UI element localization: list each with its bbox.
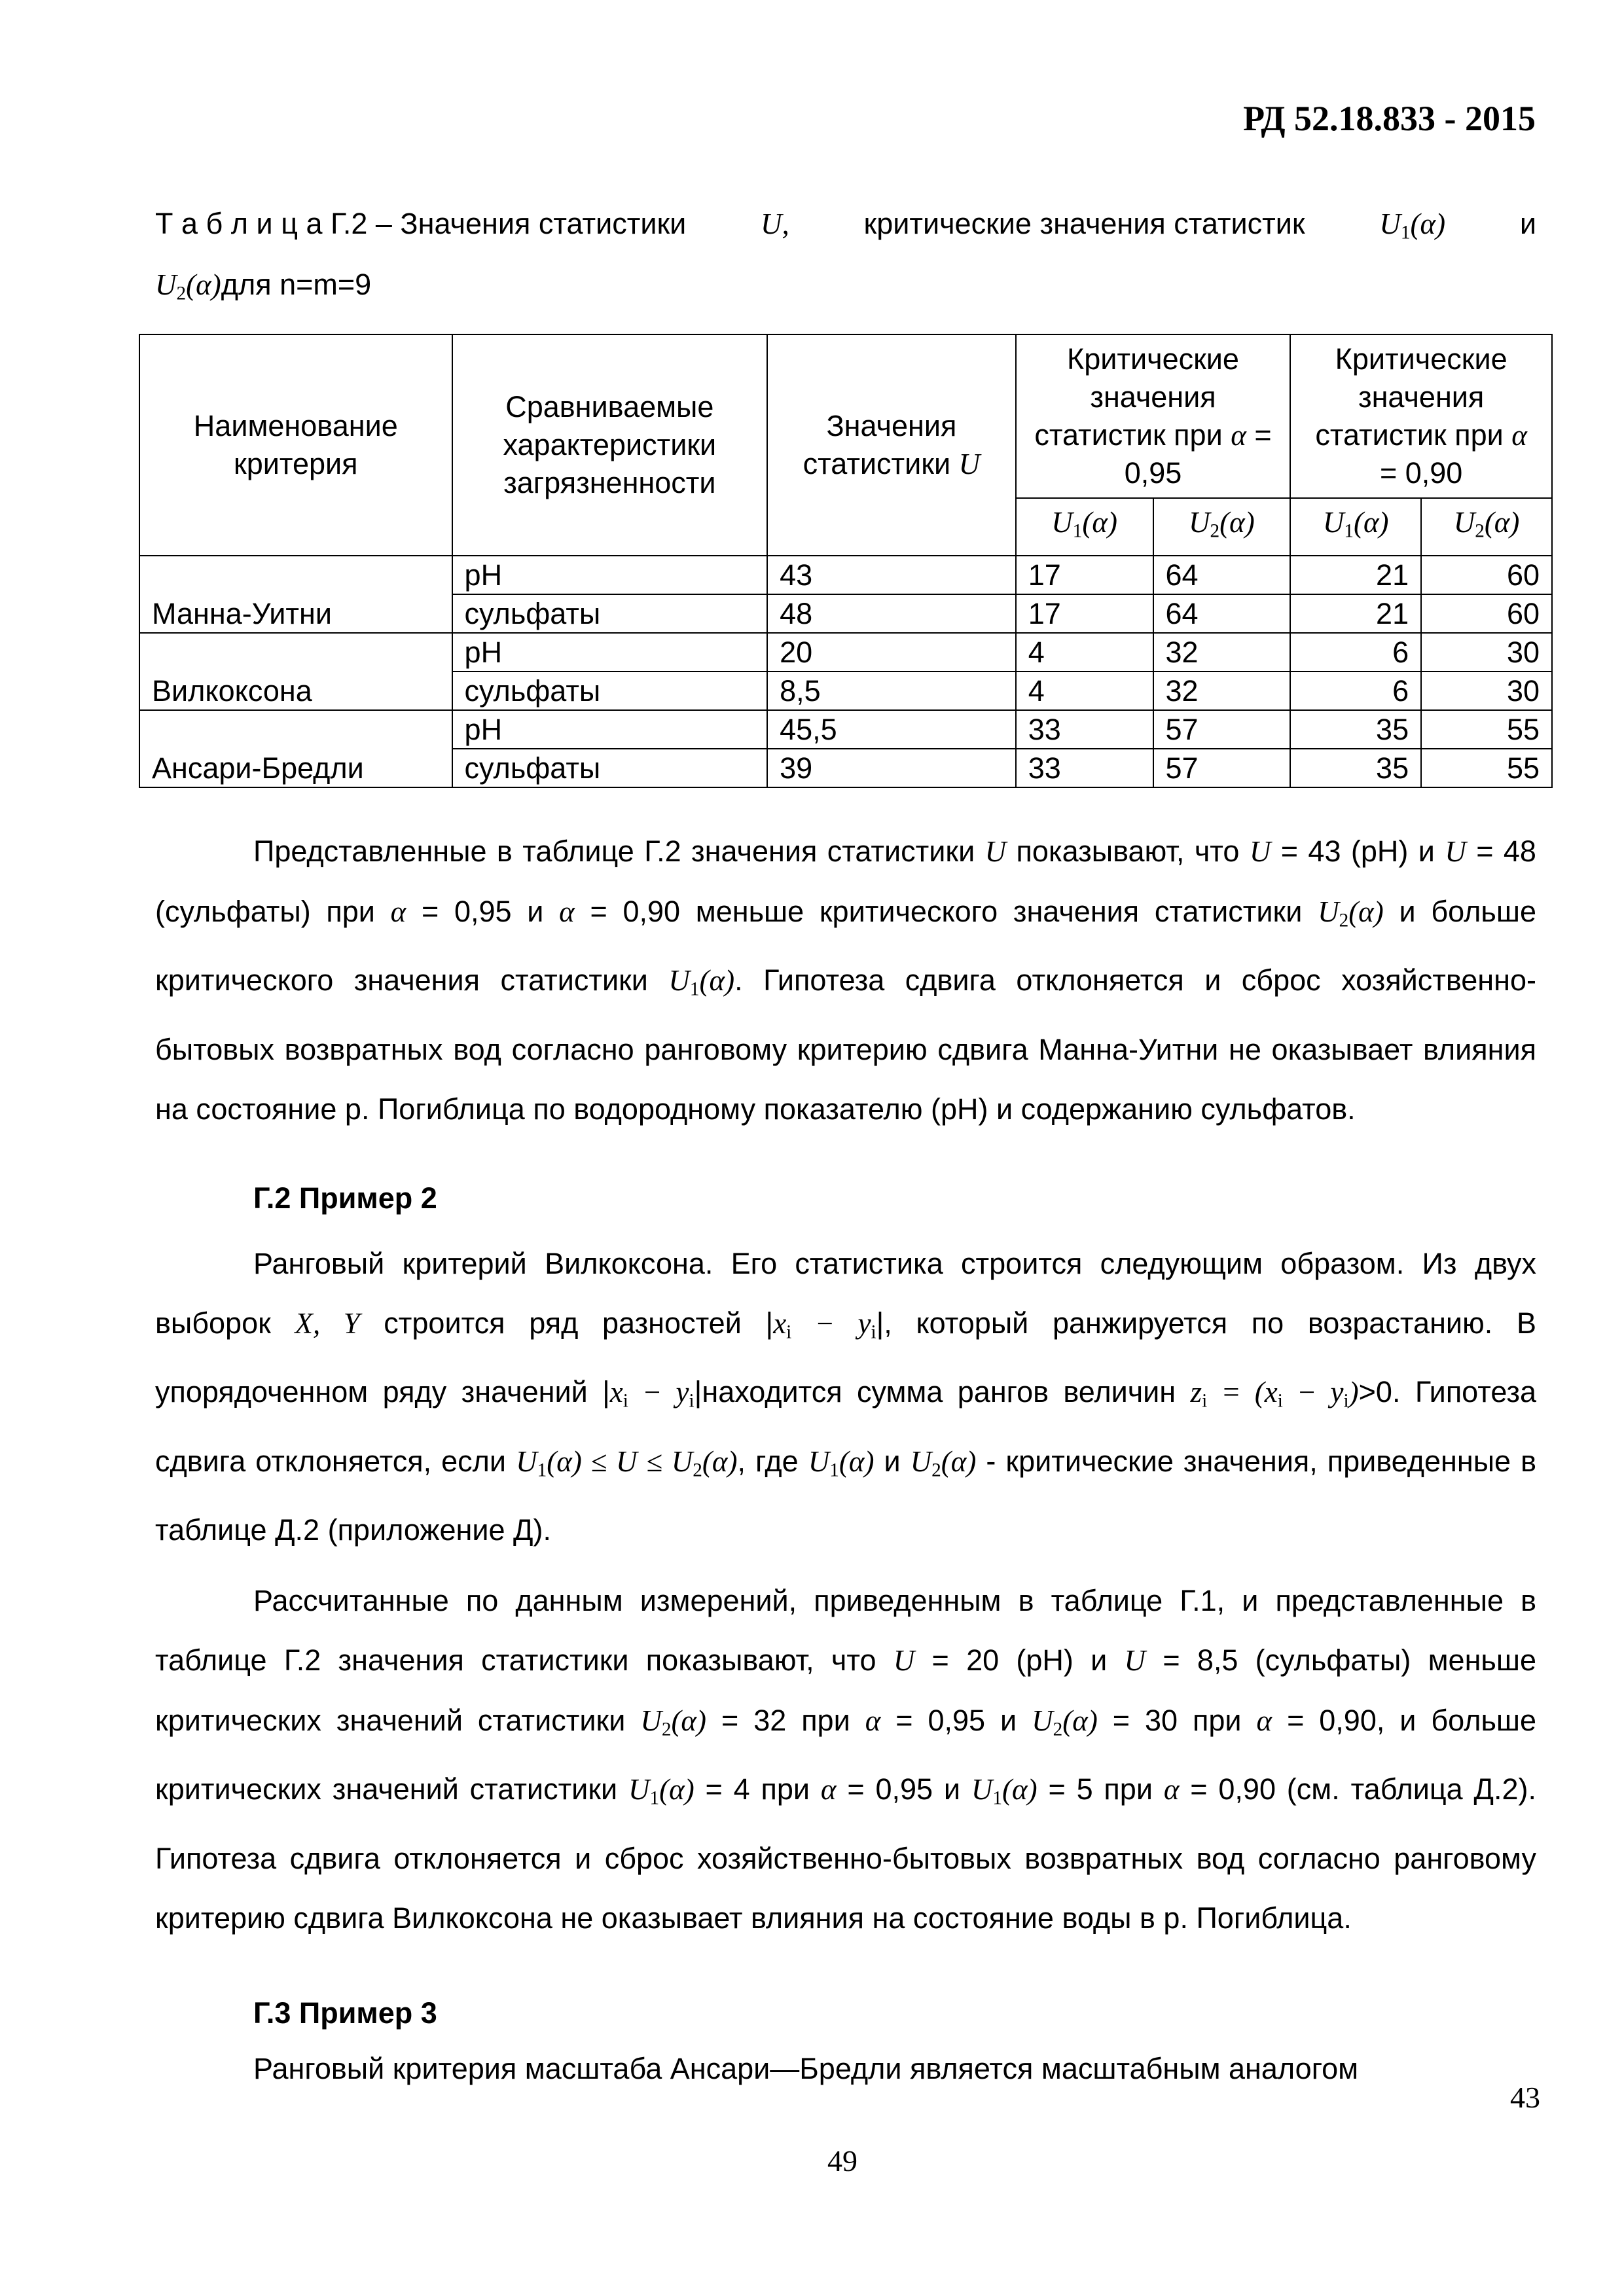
paragraph-wilcoxon-result: Рассчитанные по данным измерений, приведенным в таблице Г.1, и представленные в таблице Г.2 значения статистики показывают, что U = 20 (pH) и U = 8,5 (сульфаты) меньше критических значений статистики $U_2(\alpha) = 32$ при α = 0,95 и $U_2(\alpha) = 30$ при α = 0,90, и больше критических значений статистики $U_1(\alpha) = 4$ при α = 0,95 и $U_1(\alpha) = 5$ при α = 0,90 (см. таблица Д.2). Гипотеза сдвига отклоняется и сброс хозяйственно-бытовых возвратных вод согласно ранговому критерию сдвига Вилкоксона не оказывает влияния на состояние воды в р. Погиблица.: [155, 1584, 1537, 1935]
table-row: Вилкоксона pH 20 4 32 6 30: [139, 633, 1552, 672]
paragraph-ansari-bradley: Ранговый критерия масштаба Ансари—Бредли является масштабным аналогом: [253, 2052, 1359, 2085]
heading-example-2: Г.2 Пример 2: [253, 1181, 437, 1215]
criterion-wilcoxon: Вилкоксона: [139, 633, 452, 710]
table-row: Манна-Уитни pH 43 17 64 21 60: [139, 556, 1552, 594]
header-criterion-name: Наименование критерия: [139, 334, 452, 556]
table-caption: Т а б л и ц а Г.2 – Значения статистики U, критические значения статистик $U_1(\alpha)$ и $U_2(\alpha)для$ n=m=9: [155, 207, 1536, 304]
header-u2-090: $U_2(\alpha)$: [1421, 498, 1552, 556]
header-u1-090: $U_1(\alpha)$: [1290, 498, 1421, 556]
table-row: сульфаты 39 33 57 35 55: [139, 749, 1552, 787]
document-header: РД 52.18.833 - 2015: [1243, 99, 1536, 138]
criterion-ansari-bradley: Ансари-Бредли: [139, 710, 452, 787]
table-row: Ансари-Бредли pH 45,5 33 57 35 55: [139, 710, 1552, 749]
header-u2-095: $U_2(\alpha)$: [1153, 498, 1291, 556]
paragraph-wilcoxon-definition: Ранговый критерий Вилкоксона. Его статистика строится следующим образом. Из двух выборок X, Y строится ряд разностей $|x_i - y_i|$, который ранжируется по возрастанию. В упорядоченном ряду значений $|x_i$ − $y_i|находится$ сумма рангов величин $z_i = (x_i - y_i)>0$. Гипотеза сдвига отклоняется, если $U_1(\alpha) \le U \le U_2(\alpha)$, где $U_1(\alpha)$ и $U_2(\alpha)$ - критические значения, приведенные в таблице Д.2 (приложение Д).: [155, 1247, 1537, 1547]
page-number-bottom: 49: [827, 2144, 857, 2178]
table-row: сульфаты 8,5 4 32 6 30: [139, 672, 1552, 710]
page-number-top: 43: [1510, 2081, 1540, 2114]
header-statistic-values: Значения статистики U: [767, 334, 1016, 556]
criterion-mann-whitney: Манна-Уитни: [139, 556, 452, 633]
statistics-table: [139, 334, 1553, 788]
header-characteristics: Сравниваемые характеристики загрязненности: [452, 334, 768, 556]
header-critical-095: Критические значения статистик при α = 0,95: [1016, 334, 1291, 498]
header-critical-090: Критические значения статистик при α = 0,90: [1290, 334, 1552, 498]
paragraph-mann-whitney: Представленные в таблице Г.2 значения статистики U показывают, что U = 43 (pH) и U = 48 (сульфаты) при α = 0,95 и α = 0,90 меньше критического значения статистики $U_2(\alpha)$ и больше критического значения статистики $U_1(\alpha)$. Гипотеза сдвига отклоняется и сброс хозяйственно-бытовых возвратных вод согласно ранговому критерию сдвига Манна-Уитни не оказывает влияния на состояние р. Погиблица по водородному показателю (pH) и содержанию сульфатов.: [155, 834, 1536, 1126]
table-row: сульфаты 48 17 64 21 60: [139, 594, 1552, 633]
heading-example-3: Г.3 Пример 3: [253, 1996, 437, 2030]
header-u1-095: $U_1(\alpha)$: [1016, 498, 1153, 556]
